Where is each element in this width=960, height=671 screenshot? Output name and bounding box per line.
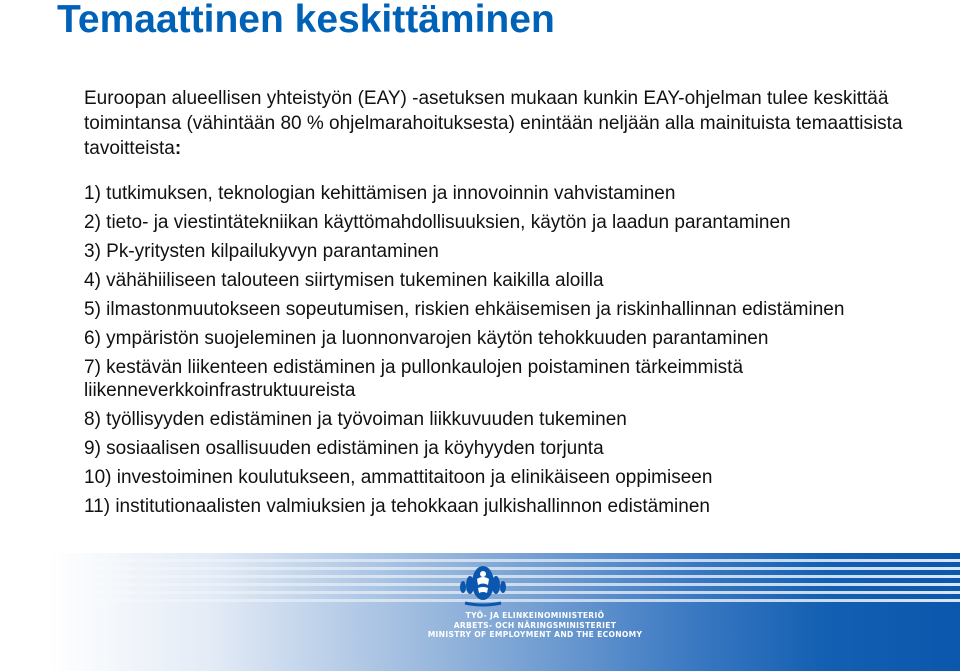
- goal-item: 10) investoiminen koulutukseen, ammattitaitoon ja elinikäiseen oppimiseen: [84, 467, 713, 488]
- ministry-name-sv: ARBETS- OCH NÄRINGSMINISTERIET: [453, 620, 617, 630]
- intro-colon: :: [174, 138, 182, 159]
- ministry-lion-crest-icon: [453, 561, 513, 609]
- intro-paragraph: [84, 86, 914, 161]
- goal-item: 4) vähähiiliseen talouteen siirtymisen tukeminen kaikilla aloilla: [84, 270, 604, 291]
- goal-item: 9) sosiaalisen osallisuuden edistäminen ja köyhyyden torjunta: [84, 438, 604, 459]
- intro-text: Euroopan alueellisen yhteistyön (EAY) -asetuksen mukaan kunkin EAY-ohjelman tulee keskittää toimintansa (vähintään 80 % ohjelmarahoituksesta) enintään neljään alla mainituista temaattisista tavoitteista: [84, 88, 903, 159]
- goal-item: 1) tutkimuksen, teknologian kehittämisen ja innovoinnin vahvistaminen: [84, 183, 676, 204]
- footer-band: [0, 553, 960, 671]
- ministry-name-en: MINISTRY OF EMPLOYMENT AND THE ECONOMY: [427, 630, 643, 640]
- goal-item: 7) kestävän liikenteen edistäminen ja pullonkaulojen poistaminen tärkeimmistä liikenneverkkoinfrastruktuureista: [84, 357, 744, 401]
- ministry-name: [410, 611, 660, 640]
- goal-item: 8) työllisyyden edistäminen ja työvoiman liikkuvuuden tukeminen: [84, 409, 627, 430]
- goal-item: 6) ympäristön suojeleminen ja luonnonvarojen käytön tehokkuuden parantaminen: [84, 328, 769, 349]
- goal-item: 5) ilmastonmuutokseen sopeutumisen, riskien ehkäisemisen ja riskinhallinnan edistäminen: [84, 299, 845, 320]
- goal-item: 3) Pk-yritysten kilpailukyvyn parantaminen: [84, 241, 439, 262]
- goal-item: 2) tieto- ja viestintätekniikan käyttömahdollisuuksien, käytön ja laadun parantaminen: [84, 212, 791, 233]
- thematic-goals-list: [84, 182, 914, 524]
- ministry-name-fi: TYÖ- JA ELINKEINOMINISTERIÖ: [465, 611, 605, 620]
- page-title: Temaattinen keskittäminen: [57, 0, 555, 41]
- goal-item: 11) institutionaalisten valmiuksien ja tehokkaan julkishallinnon edistäminen: [84, 496, 710, 517]
